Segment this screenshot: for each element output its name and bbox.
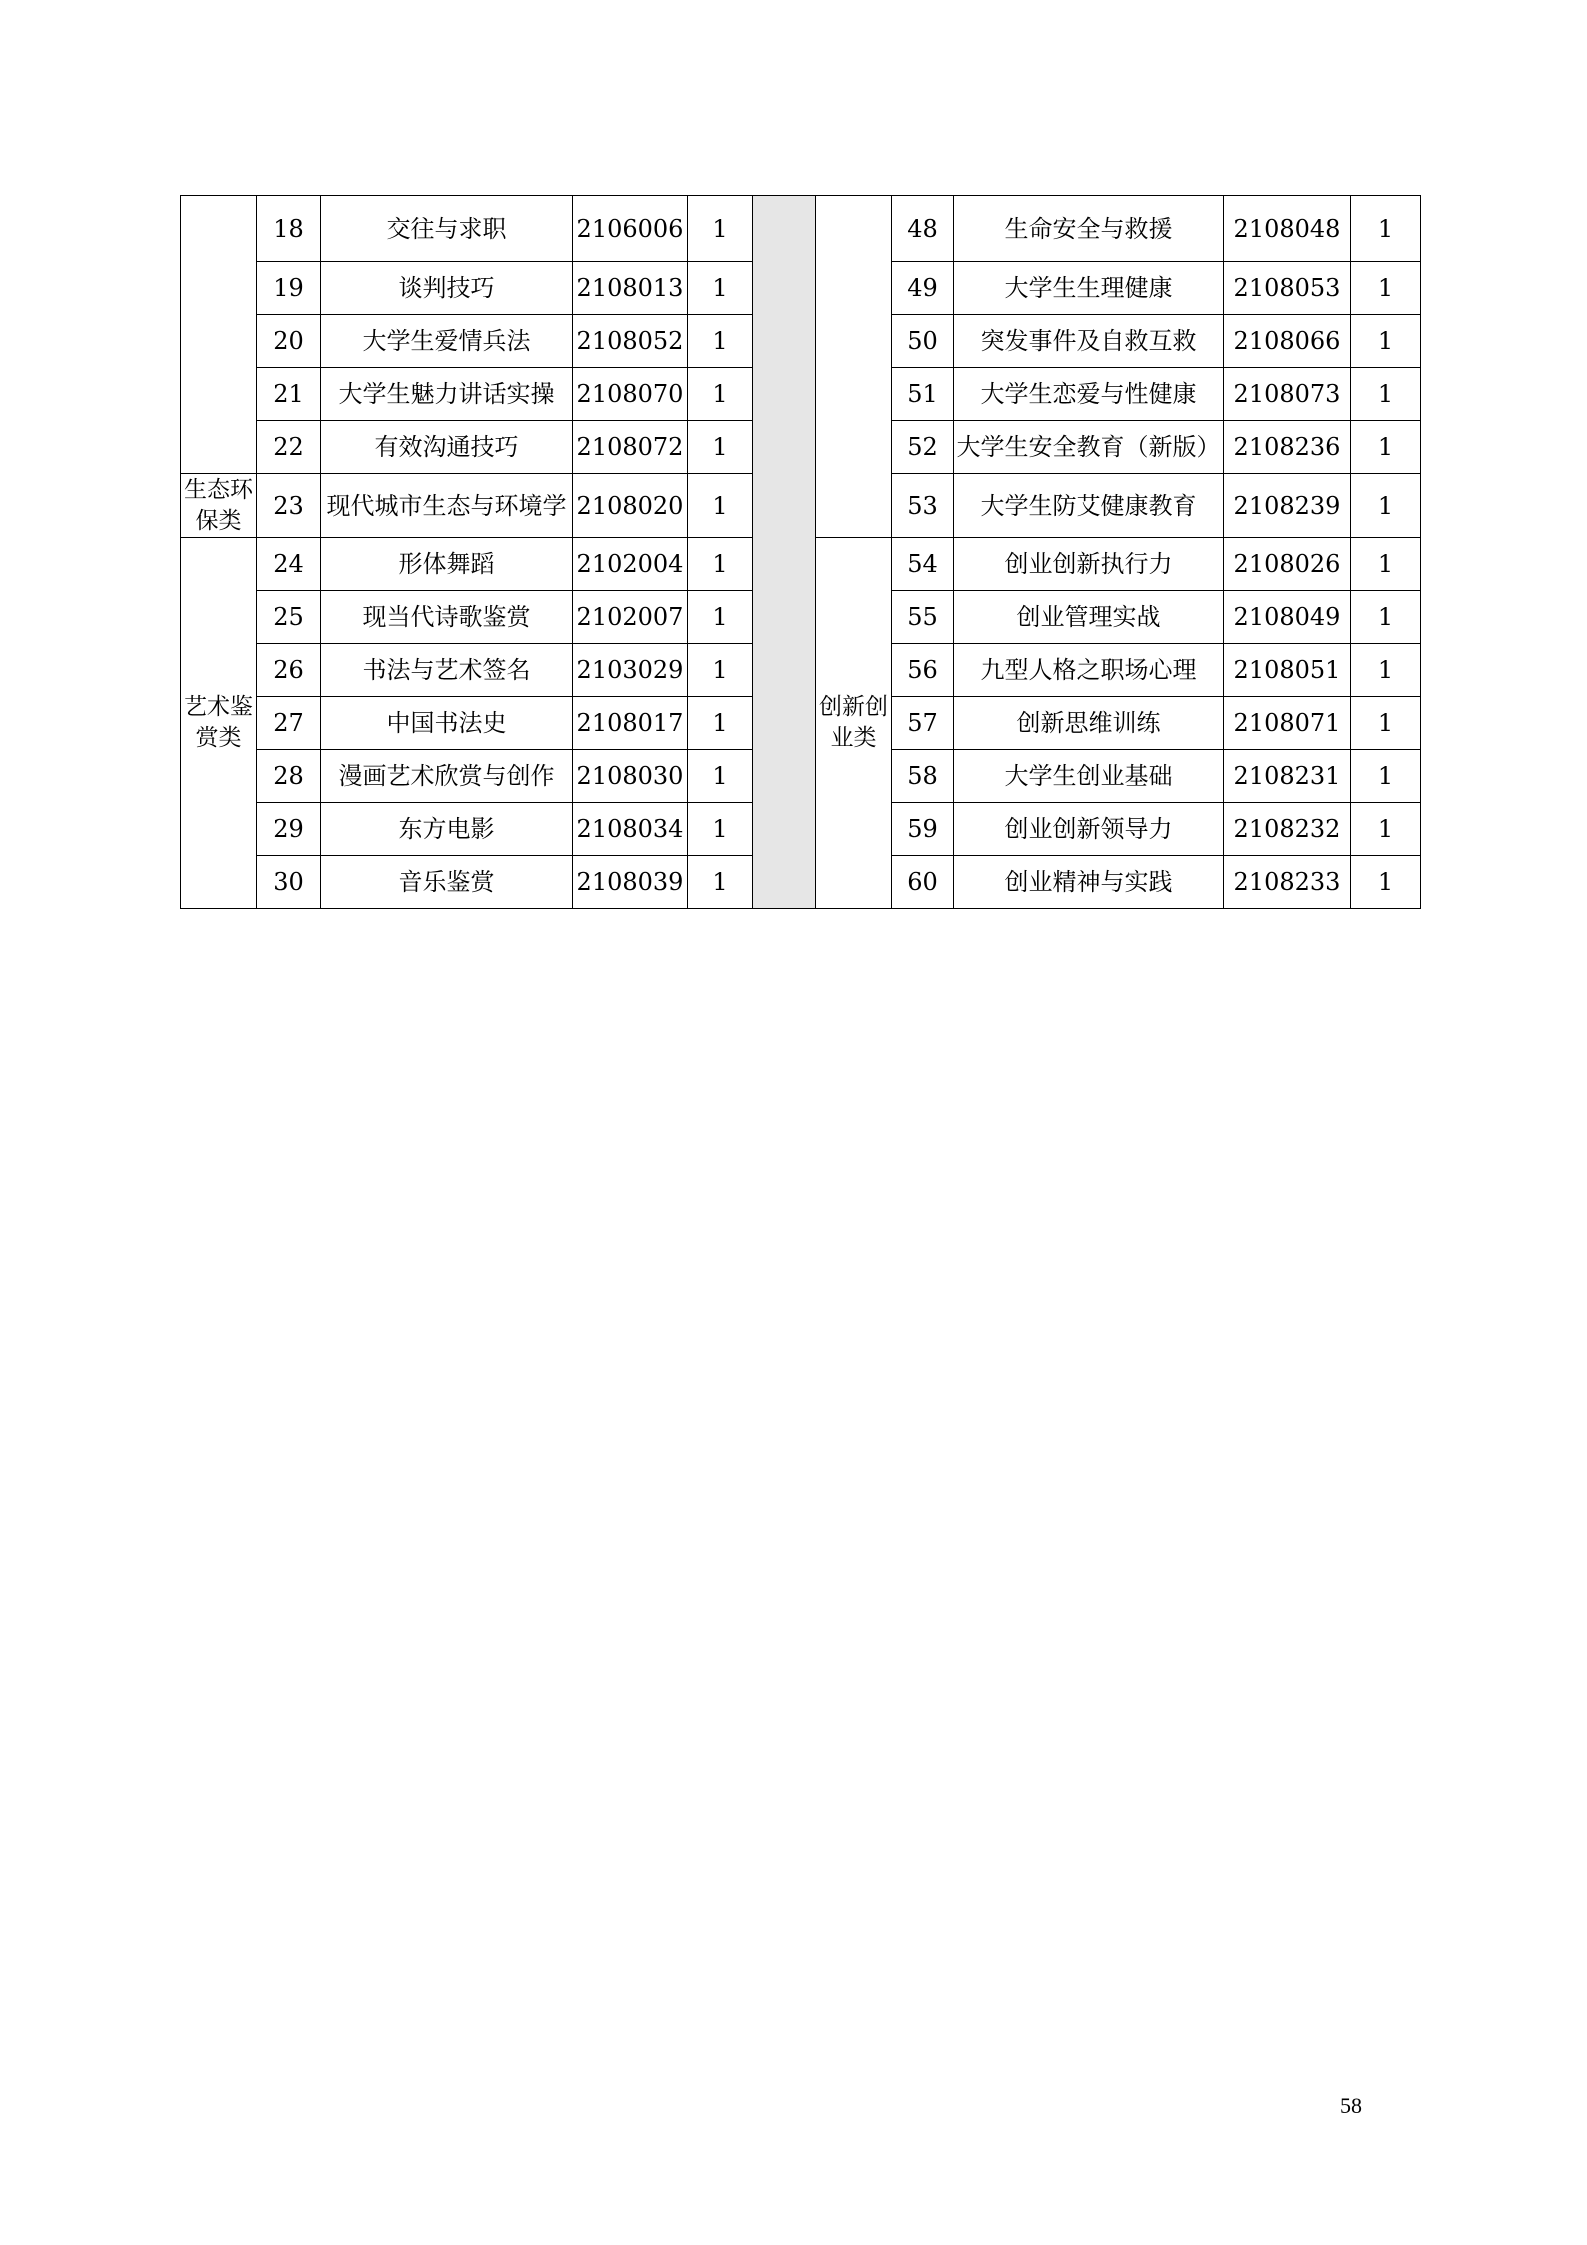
left-course-no: 19	[257, 262, 321, 315]
left-course-credit: 1	[688, 856, 753, 909]
left-course-credit: 1	[688, 315, 753, 368]
right-course-no: 50	[892, 315, 954, 368]
left-course-credit: 1	[688, 644, 753, 697]
left-course-no: 22	[257, 421, 321, 474]
left-course-name: 中国书法史	[321, 697, 573, 750]
right-course-code: 2108071	[1224, 697, 1351, 750]
left-category-continued	[181, 196, 257, 474]
left-course-code: 2108052	[573, 315, 688, 368]
right-course-no: 48	[892, 196, 954, 262]
right-course-credit: 1	[1351, 697, 1421, 750]
left-course-name: 大学生魅力讲话实操	[321, 368, 573, 421]
left-course-no: 28	[257, 750, 321, 803]
left-course-no: 30	[257, 856, 321, 909]
right-course-credit: 1	[1351, 538, 1421, 591]
left-course-name: 大学生爱情兵法	[321, 315, 573, 368]
left-course-code: 2102007	[573, 591, 688, 644]
right-course-no: 54	[892, 538, 954, 591]
left-course-credit: 1	[688, 697, 753, 750]
right-course-name: 创业精神与实践	[954, 856, 1224, 909]
left-course-name: 形体舞蹈	[321, 538, 573, 591]
left-course-no: 23	[257, 474, 321, 538]
right-course-credit: 1	[1351, 591, 1421, 644]
right-course-credit: 1	[1351, 196, 1421, 262]
right-course-no: 55	[892, 591, 954, 644]
left-course-no: 18	[257, 196, 321, 262]
right-course-code: 2108051	[1224, 644, 1351, 697]
right-course-name: 创新思维训练	[954, 697, 1224, 750]
right-course-name: 大学生创业基础	[954, 750, 1224, 803]
right-course-credit: 1	[1351, 421, 1421, 474]
left-course-code: 2108070	[573, 368, 688, 421]
right-course-code: 2108053	[1224, 262, 1351, 315]
left-course-code: 2108020	[573, 474, 688, 538]
right-course-credit: 1	[1351, 750, 1421, 803]
right-course-no: 51	[892, 368, 954, 421]
left-course-no: 26	[257, 644, 321, 697]
right-course-name: 生命安全与救援	[954, 196, 1224, 262]
left-course-credit: 1	[688, 750, 753, 803]
left-course-code: 2108034	[573, 803, 688, 856]
left-course-name: 音乐鉴赏	[321, 856, 573, 909]
left-course-name: 现代城市生态与环境学	[321, 474, 573, 538]
left-course-no: 27	[257, 697, 321, 750]
right-course-no: 58	[892, 750, 954, 803]
left-course-no: 24	[257, 538, 321, 591]
left-course-name: 交往与求职	[321, 196, 573, 262]
left-course-name: 东方电影	[321, 803, 573, 856]
page-number: 58	[1340, 2093, 1362, 2118]
left-course-code: 2103029	[573, 644, 688, 697]
left-course-credit: 1	[688, 474, 753, 538]
right-course-credit: 1	[1351, 474, 1421, 538]
right-course-code: 2108049	[1224, 591, 1351, 644]
right-course-credit: 1	[1351, 368, 1421, 421]
right-course-no: 59	[892, 803, 954, 856]
right-course-code: 2108236	[1224, 421, 1351, 474]
course-table	[180, 195, 1421, 909]
table-row	[181, 196, 1421, 262]
left-course-credit: 1	[688, 196, 753, 262]
right-course-no: 57	[892, 697, 954, 750]
right-category-innovation: 创新创业类	[816, 538, 892, 909]
left-course-no: 25	[257, 591, 321, 644]
right-course-no: 60	[892, 856, 954, 909]
right-course-code: 2108233	[1224, 856, 1351, 909]
right-course-credit: 1	[1351, 856, 1421, 909]
left-course-code: 2108039	[573, 856, 688, 909]
left-course-credit: 1	[688, 538, 753, 591]
right-course-code: 2108232	[1224, 803, 1351, 856]
left-course-credit: 1	[688, 262, 753, 315]
left-course-code: 2108017	[573, 697, 688, 750]
right-course-credit: 1	[1351, 315, 1421, 368]
left-course-code: 2102004	[573, 538, 688, 591]
left-course-credit: 1	[688, 421, 753, 474]
right-course-name: 创业管理实战	[954, 591, 1224, 644]
left-course-code: 2106006	[573, 196, 688, 262]
left-course-name: 谈判技巧	[321, 262, 573, 315]
left-course-no: 21	[257, 368, 321, 421]
separator-column	[753, 196, 816, 909]
right-course-code: 2108239	[1224, 474, 1351, 538]
course-table-body	[181, 196, 1421, 909]
left-course-code: 2108072	[573, 421, 688, 474]
left-course-credit: 1	[688, 591, 753, 644]
right-course-name: 突发事件及自救互救	[954, 315, 1224, 368]
right-course-code: 2108026	[1224, 538, 1351, 591]
right-course-code: 2108066	[1224, 315, 1351, 368]
right-course-credit: 1	[1351, 803, 1421, 856]
right-course-name: 创业创新执行力	[954, 538, 1224, 591]
right-course-credit: 1	[1351, 262, 1421, 315]
right-course-code: 2108231	[1224, 750, 1351, 803]
left-category-art: 艺术鉴赏类	[181, 538, 257, 909]
right-course-code: 2108073	[1224, 368, 1351, 421]
left-course-name: 漫画艺术欣赏与创作	[321, 750, 573, 803]
left-course-code: 2108030	[573, 750, 688, 803]
left-course-code: 2108013	[573, 262, 688, 315]
right-category-continued	[816, 196, 892, 538]
left-course-no: 29	[257, 803, 321, 856]
left-category-eco: 生态环保类	[181, 474, 257, 538]
right-course-name: 九型人格之职场心理	[954, 644, 1224, 697]
left-course-name: 有效沟通技巧	[321, 421, 573, 474]
left-course-name: 书法与艺术签名	[321, 644, 573, 697]
right-course-no: 53	[892, 474, 954, 538]
right-course-no: 52	[892, 421, 954, 474]
left-course-credit: 1	[688, 368, 753, 421]
right-course-no: 56	[892, 644, 954, 697]
right-course-credit: 1	[1351, 644, 1421, 697]
right-course-name: 大学生恋爱与性健康	[954, 368, 1224, 421]
right-course-name: 创业创新领导力	[954, 803, 1224, 856]
left-course-name: 现当代诗歌鉴赏	[321, 591, 573, 644]
right-course-code: 2108048	[1224, 196, 1351, 262]
right-course-name: 大学生安全教育（新版）	[954, 421, 1224, 474]
left-course-credit: 1	[688, 803, 753, 856]
right-course-name: 大学生生理健康	[954, 262, 1224, 315]
right-course-no: 49	[892, 262, 954, 315]
right-course-name: 大学生防艾健康教育	[954, 474, 1224, 538]
left-course-no: 20	[257, 315, 321, 368]
